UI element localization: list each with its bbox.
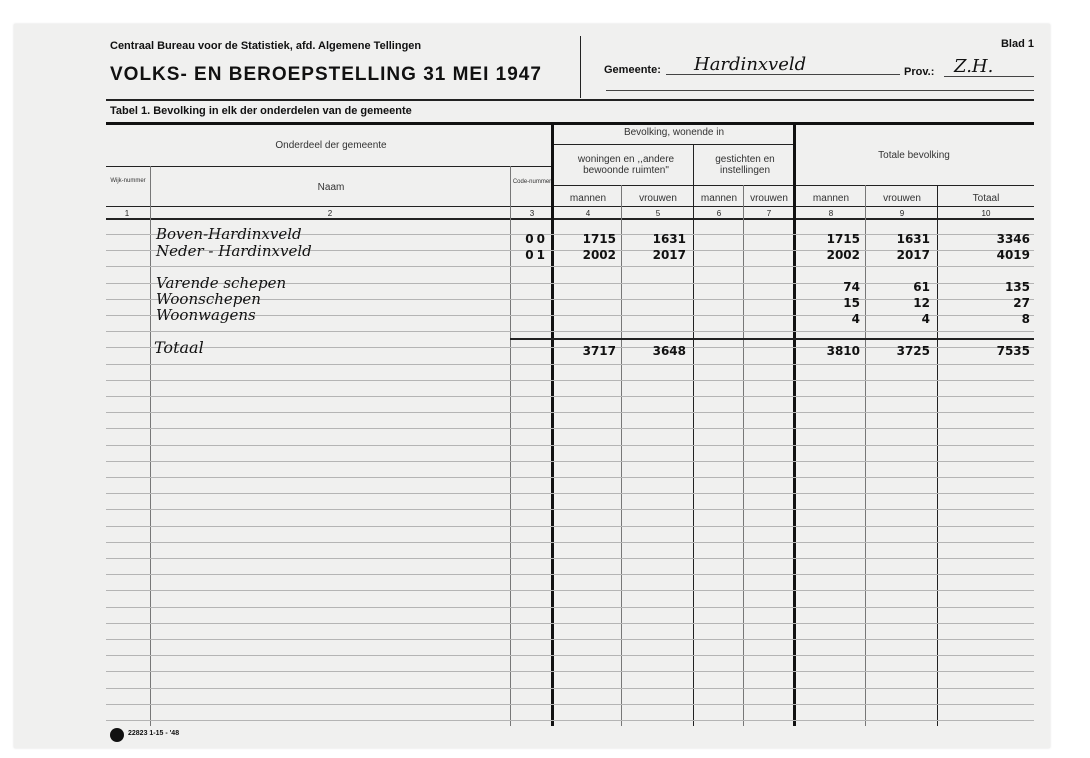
row-1-totale-vrouwen: 1631 — [896, 232, 930, 246]
row-1-naam: Boven-Hardinxveld — [156, 225, 302, 243]
header-rule-1 — [606, 90, 1034, 91]
row-2-totaal: 4019 — [996, 248, 1030, 262]
row-2-totale-vrouwen: 2017 — [896, 248, 930, 262]
col-woningen-header: woningen en ,,andere bewoonde ruimten" — [577, 154, 675, 176]
bureau-name: Centraal Bureau voor de Statistiek, afd. Algemene Tellingen — [110, 40, 422, 52]
col-4-mannen: mannen — [569, 193, 607, 204]
ruled-line — [106, 639, 1034, 640]
row-1-code: 00 — [525, 232, 548, 246]
colnum-3: 3 — [529, 209, 535, 218]
col-bevolking-group-header: Bevolking, wonende in — [623, 127, 725, 138]
row-1-woningen-mannen: 1715 — [582, 232, 616, 246]
ruled-line — [106, 590, 1034, 591]
row-4-totaal: 27 — [1013, 296, 1030, 310]
row-2-code: 01 — [525, 248, 548, 262]
ruled-line — [106, 380, 1034, 381]
ruled-line — [106, 428, 1034, 429]
ruled-line — [106, 542, 1034, 543]
ruled-line — [106, 396, 1034, 397]
ruled-line — [106, 477, 1034, 478]
table-title: Tabel 1. Bevolking in elk der onderdelen van de gemeente — [110, 105, 412, 117]
row-totaal-naam: Totaal — [154, 338, 204, 357]
gemeente-label: Gemeente: — [604, 64, 661, 76]
table-top-rule — [106, 122, 1034, 125]
gemeente-underline — [666, 74, 900, 75]
row-1-woningen-vrouwen: 1631 — [652, 232, 686, 246]
row-3-naam: Varende schepen — [156, 274, 287, 292]
printer-logo-icon — [110, 728, 124, 742]
total-row-rule — [510, 338, 1034, 340]
header-rule-2 — [106, 99, 1034, 101]
ruled-line — [106, 526, 1034, 527]
colnum-2: 2 — [327, 209, 333, 218]
print-code: 22823 1-15 - '48 — [128, 730, 180, 737]
row-5-naam: Woonwagens — [156, 306, 256, 324]
colnum-10: 10 — [981, 209, 991, 218]
ruled-line — [106, 266, 1034, 267]
ruled-line — [106, 671, 1034, 672]
gemeente-value: Hardinxveld — [694, 54, 807, 75]
col-onderdeel-header: Onderdeel der gemeente — [275, 140, 387, 151]
ruled-line — [106, 509, 1034, 510]
form-title: VOLKS- EN BEROEPSTELLING 31 MEI 1947 — [110, 64, 542, 85]
ruled-line — [106, 364, 1034, 365]
blad-number: Blad 1 — [1000, 38, 1034, 50]
ruled-line — [106, 412, 1034, 413]
col-code-header: Code-nummer — [512, 179, 552, 185]
row-1-totale-mannen: 1715 — [826, 232, 860, 246]
row-4-totale-mannen: 15 — [843, 296, 860, 310]
vline-totale-left — [793, 122, 796, 726]
row-totaal-woningen-vrouwen: 3648 — [652, 344, 686, 358]
col-totale-header: Totale bevolking — [878, 150, 950, 161]
row-2-totale-mannen: 2002 — [826, 248, 860, 262]
prov-value: Z.H. — [954, 56, 994, 77]
col-9-vrouwen: vrouwen — [883, 193, 921, 204]
col-10-totaal: Totaal — [972, 193, 1000, 204]
row-totaal-woningen-mannen: 3717 — [582, 344, 616, 358]
ruled-line — [106, 655, 1034, 656]
ruled-line — [106, 623, 1034, 624]
colnum-1: 1 — [124, 209, 130, 218]
row-3-totaal: 135 — [1004, 280, 1030, 294]
colnum-8: 8 — [828, 209, 834, 218]
row-5-totaal: 8 — [1021, 312, 1030, 326]
colnum-5: 5 — [655, 209, 661, 218]
ruled-line — [106, 607, 1034, 608]
header-divider — [580, 36, 581, 98]
census-form-sheet — [14, 24, 1050, 748]
row-3-totale-vrouwen: 61 — [913, 280, 930, 294]
hdr-line-numrow — [106, 206, 1034, 207]
col-gestichten-header: gestichten en instellingen — [715, 154, 775, 176]
row-2-naam: Neder - Hardinxveld — [156, 242, 312, 260]
row-5-totale-vrouwen: 4 — [921, 312, 930, 326]
row-2-woningen-vrouwen: 2017 — [652, 248, 686, 262]
ruled-line — [106, 720, 1034, 721]
ruled-line — [106, 558, 1034, 559]
hdr-line-bottom — [106, 218, 1034, 220]
ruled-line — [106, 461, 1034, 462]
row-2-woningen-mannen: 2002 — [582, 248, 616, 262]
ruled-line — [106, 688, 1034, 689]
row-3-totale-mannen: 74 — [843, 280, 860, 294]
col-8-mannen: mannen — [812, 193, 850, 204]
colnum-9: 9 — [899, 209, 905, 218]
row-4-naam: Woonschepen — [156, 290, 261, 308]
row-1-totaal: 3346 — [996, 232, 1030, 246]
ruled-line — [106, 574, 1034, 575]
col-wijk-header: Wijk-nummer — [110, 178, 146, 184]
prov-label: Prov.: — [904, 66, 935, 78]
colnum-4: 4 — [585, 209, 591, 218]
vline-bevolking-left — [551, 122, 554, 726]
hdr-line-groupbottom — [554, 144, 794, 145]
row-totaal-totaal: 7535 — [996, 344, 1030, 358]
col-5-vrouwen: vrouwen — [639, 193, 677, 204]
colnum-7: 7 — [766, 209, 772, 218]
ruled-line — [106, 445, 1034, 446]
ruled-line — [106, 331, 1034, 332]
row-totaal-totale-mannen: 3810 — [826, 344, 860, 358]
col-7-vrouwen: vrouwen — [750, 193, 788, 204]
ruled-line — [106, 704, 1034, 705]
colnum-6: 6 — [716, 209, 722, 218]
col-naam-header: Naam — [317, 182, 345, 193]
ruled-line — [106, 493, 1034, 494]
row-totaal-totale-vrouwen: 3725 — [896, 344, 930, 358]
prov-underline — [944, 76, 1034, 77]
row-4-totale-vrouwen: 12 — [913, 296, 930, 310]
row-5-totale-mannen: 4 — [851, 312, 860, 326]
col-6-mannen: mannen — [700, 193, 738, 204]
hdr-line-onderdeel — [106, 166, 552, 167]
